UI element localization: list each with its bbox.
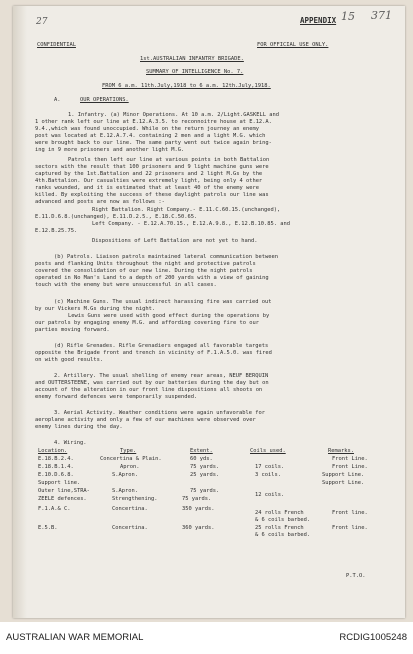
table-cell: 75 yards. <box>190 464 220 470</box>
table-cell: 17 coils. <box>255 464 285 470</box>
table-cell: S.Apron. <box>112 488 138 494</box>
text-line: Lewis Guns were used with good effect during the operations by <box>68 313 270 319</box>
table-cell: 75 yards. <box>190 488 220 494</box>
text-line: (c) Machine Guns. The usual indirect harassing fire was carried out <box>54 299 272 305</box>
text-line: 9.4.,which was found unoccupied. While on the return journey an enemy <box>35 126 259 132</box>
text-line: Right Battalion. Right Company.- E.11.C.60.15.(unchanged), <box>92 207 281 213</box>
text-line: Left Company. - E.12.A.70.15., E.12.A.9.8., E.12.B.10.85. and <box>92 221 290 227</box>
table-cell: E.5.B. <box>38 525 58 531</box>
text-line: touch with the enemy but were unsuccessful in all cases. <box>35 282 217 288</box>
period-line: FROM 6 a.m. 11th.July,1918 to 6 a.m. 12th.July,1918. <box>102 83 271 89</box>
table-cell: 75 yards. <box>182 496 212 502</box>
table-cell: Concertina. <box>112 525 148 531</box>
column-header: Location. <box>38 448 68 454</box>
section-a-title: OUR OPERATIONS. <box>80 97 129 103</box>
page-number: 27 <box>36 17 48 27</box>
text-line: sectors with the result that 100 prisoners and 9 light machine guns were <box>35 164 269 170</box>
text-line: (d) Rifle Grenades. Rifle Grenadiers engaged all favorable targets <box>54 343 269 349</box>
text-line: 2. Artillery. The usual shelling of enemy rear areas, NEUF BERQUIN <box>54 373 269 379</box>
confidential-label: CONFIDENTIAL <box>37 42 76 48</box>
table-cell: Concertina & Plain. <box>100 456 162 462</box>
text-line: ing in 9 more prisoners and another light M.G. <box>35 147 185 153</box>
table-cell: Support Line. <box>322 472 365 478</box>
table-cell: Front line. <box>332 525 368 531</box>
text-line: our patrols by engaging enemy M.G. and affording covering fire to our <box>35 320 259 326</box>
text-line: (b) Patrols. Liaison patrols maintained lateral communication between <box>54 254 278 260</box>
table-cell: 60 yds. <box>190 456 213 462</box>
text-line: ranks wounded, and it is estimated that at least 40 of the enemy were <box>35 185 259 191</box>
text-line: advanced and posts are now as follows :- <box>35 199 165 205</box>
table-cell: F.1.A.& C. <box>38 506 71 512</box>
text-line: and OUTTERSTEENE, was carried out by our batteries during the day but on <box>35 380 269 386</box>
column-header: Type. <box>120 448 137 454</box>
text-line: enemy lines during the day. <box>35 424 123 430</box>
section-a-letter: A. <box>54 97 61 103</box>
wiring-title: 4. Wiring. <box>54 440 87 446</box>
table-cell: Strengthening. <box>112 496 158 502</box>
table-cell: Support Line. <box>322 480 365 486</box>
folio-number: 371 <box>371 9 392 22</box>
table-cell: Outer line,STRA- <box>38 488 90 494</box>
text-line: 4th.Battalion. Our casualties were extremely light, being only 4 other <box>35 178 263 184</box>
text-line: opposite the Brigade front and trench in vicinity of F.1.A.5.0. was fired <box>35 350 272 356</box>
text-line: E.11.D.6.8.(unchanged), E.11.D.2.5., E.18.C.50.65. <box>35 214 198 220</box>
text-line: 3. Aerial Activity. Weather conditions were again unfavorable for <box>54 410 265 416</box>
brigade-heading: 1st.AUSTRALIAN INFANTRY BRIGADE. <box>140 56 244 62</box>
column-header: Extent. <box>190 448 213 454</box>
table-cell: & 6 coils barbed. <box>255 532 311 538</box>
table-cell: Apron. <box>120 464 140 470</box>
table-cell: 360 yards. <box>182 525 215 531</box>
table-cell: Front Line. <box>332 464 368 470</box>
table-cell: 12 coils. <box>255 492 285 498</box>
text-line: E.12.B.25.75. <box>35 228 78 234</box>
archive-footer <box>0 622 413 654</box>
table-cell: ZEELE defences. <box>38 496 87 502</box>
table-cell: S.Apron. <box>112 472 138 478</box>
text-line: by our Vickers M.Gs during the night. <box>35 306 156 312</box>
text-line: covered the consolidation of our new line. During the night patrols <box>35 268 253 274</box>
table-cell: 350 yards. <box>182 506 215 512</box>
table-cell: Front Line. <box>332 456 368 462</box>
table-cell: Concertina. <box>112 506 148 512</box>
column-header: Coils used. <box>250 448 286 454</box>
table-cell: 25 yards. <box>190 472 220 478</box>
column-header: Remarks. <box>328 448 354 454</box>
table-cell: & 6 coils barbed. <box>255 517 311 523</box>
table-cell: 25 rolls French <box>255 525 304 531</box>
summary-title: SUMMARY OF INTELLIGENCE No. 7. <box>146 69 244 75</box>
text-line: Dispositions of Left Battalion are not yet to hand. <box>92 238 258 244</box>
text-line: operated in No Man's Land to a depth of 200 yards with a view of gaining <box>35 275 269 281</box>
text-line: parties moving forward. <box>35 327 110 333</box>
text-line: on with good results. <box>35 357 104 363</box>
text-line: 1 other rank left our line at E.12.A.3.5. to reconnoitre house at E.12.A. <box>35 119 272 125</box>
archive-name: AUSTRALIAN WAR MEMORIAL <box>6 632 144 643</box>
table-cell: E.10.D.6.8. <box>38 472 74 478</box>
table-cell: Front line. <box>332 510 368 516</box>
text-line: account of the alteration in our front line dispositions all shoots on <box>35 387 263 393</box>
table-cell: 24 rolls French <box>255 510 304 516</box>
text-line: were brought back to our line. The same party went out twice again bring- <box>35 140 272 146</box>
table-cell: 3 coils. <box>255 472 281 478</box>
text-line: posts and flanking Units throughout the night and protective patrols <box>35 261 256 267</box>
text-line: Patrols then left our line at various points in both Battalion <box>68 157 270 163</box>
text-line: enemy forward defences were temporarily suspended. <box>35 394 198 400</box>
text-line: 1. Infantry. (a) Minor Operations. At 10 a.m. 2/Light.GASKELL and <box>68 112 279 118</box>
text-line: captured by the 1st.Battalion and 22 prisoners and 2 light M.Gs by the <box>35 171 263 177</box>
table-cell: E.18.B.1.4. <box>38 464 74 470</box>
sheet-left-edge <box>13 6 27 618</box>
text-line: aeroplane activity and only a few of our machines were observed over <box>35 417 256 423</box>
text-line: post was located at E.12.A.7.4. containing 2 men and a light M.G. which <box>35 133 266 139</box>
table-cell: Support line. <box>38 480 81 486</box>
appendix-number: 15 <box>341 10 355 23</box>
text-line: killed. By exploiting the success of these daylight patrols our line was <box>35 192 269 198</box>
record-id: RCDIG1005248 <box>339 632 407 643</box>
official-use-label: FOR OFFICIAL USE ONLY. <box>257 42 329 48</box>
appendix-label: APPENDIX <box>300 16 337 25</box>
pto-marker: P.T.O. <box>346 573 366 579</box>
table-cell: E.18.B.2.4. <box>38 456 74 462</box>
